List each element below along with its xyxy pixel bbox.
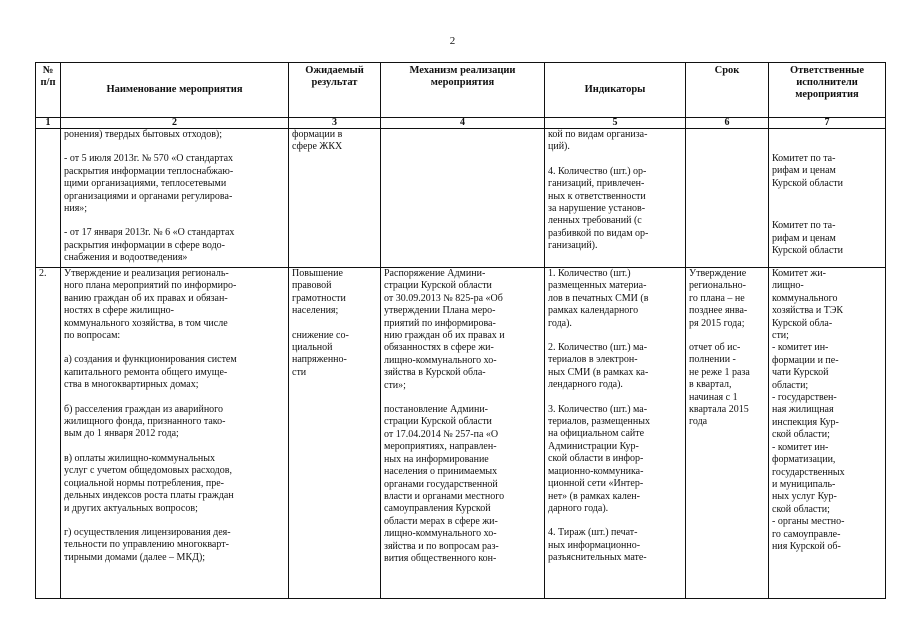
column-number-row	[36, 118, 886, 129]
mechanism-text: Распоряжение Админи- страции Курской области от 30.09.2013 № 825-ра «Об утверждении Плана меро- приятий по информирова- нию граждан об их правах и обязанностях в сфере жи- лищно-коммунального хо- зяйства в Курской обла- сти»;	[384, 268, 505, 391]
deadline-text: Утверждение регионально- го плана – не позднее янва- ря 2015 года;	[689, 268, 748, 329]
measure-name-cell	[61, 129, 289, 268]
measure-name-cell	[61, 268, 289, 599]
mechanism-text: постановление Админи- страции Курской области от 17.04.2014 № 257-па «О мероприятиях, направлен- ных на информирование населения о принимаемых органами государственной власти и органами местного самоуправления Курской области мерах в сфере жи- лищно-коммунального хо- зяйства и по вопросам раз- вития общественного кон-	[384, 404, 505, 564]
measure-text: г) осуществления лицензирования дея- тельности по управлению многокварт- тирными домами (далее – МКД);	[64, 526, 231, 563]
mechanism-cell	[381, 129, 545, 268]
indicator-text: 2. Количество (шт.) ма- териалов в электрон- ных СМИ (в рамках ка- лендарного года).	[548, 342, 649, 391]
table-row	[36, 129, 886, 268]
header-deadline: Срок	[686, 63, 769, 118]
column-number: 6	[686, 118, 769, 129]
column-number: 1	[36, 118, 61, 129]
row-number: 2.	[36, 268, 61, 599]
mechanism-cell	[381, 268, 545, 599]
column-number: 4	[381, 118, 545, 129]
measure-text: - от 17 января 2013г. № 6 «О стандартах раскрытия информации в сфере водо- снабжения и водоотведения»	[64, 227, 235, 264]
column-number: 7	[769, 118, 886, 129]
indicator-text: кой по видам организа- ций).	[548, 129, 648, 153]
measure-text: Утверждение и реализация региональ- ного плана мероприятий по информиро- ванию граждан об их правах и обязан- ностях в сфере жилищно- коммунального хозяйства, в том числе по вопросам:	[64, 268, 237, 342]
indicators-cell	[545, 268, 686, 599]
responsible-cell	[769, 129, 886, 268]
deadline-text: отчет об ис- полнении - не реже 1 раза в квартал, начиная с 1 квартала 2015 года	[689, 342, 750, 428]
indicator-text: 3. Количество (шт.) ма- териалов, размещенных на официальном сайте Администрации Кур- ской области в инфор- мационно-коммуника- ционной сети «Интер- нет» (в рамках кален- дарного года).	[548, 403, 650, 514]
responsible-text: Комитет по та- рифам и ценам Курской области	[772, 220, 843, 257]
header-expected-result: Ожидаемый результат	[289, 63, 381, 118]
page-number: 2	[449, 35, 456, 47]
header-number: № п/п	[36, 63, 61, 118]
indicators-cell	[545, 129, 686, 268]
result-text: снижение со- циальной напряженно- сти	[292, 329, 349, 378]
measure-text: ронения) твердых бытовых отходов);	[64, 129, 223, 140]
measure-text: - от 5 июля 2013г. № 570 «О стандартах раскрытия информации теплоснабжаю- щими организациями, теплосетевыми организациями и органами регулирова- ния»;	[64, 153, 234, 215]
indicator-text: 4. Тираж (шт.) печат- ных информационно- разъяснительных мате-	[548, 527, 647, 564]
expected-result-cell: формации в сфере ЖКХ	[289, 129, 381, 268]
result-text: Повышение правовой грамотности населения;	[292, 268, 346, 317]
expected-result-cell	[289, 268, 381, 599]
measures-table	[35, 62, 886, 599]
responsible-text: Комитет жи- лищно- коммунального хозяйства и ТЭК Курской обла- сти; - комитет ин- формации и пе- чати Курской области; - государствен- ная жилищная инспекция Кур- ской области; - комитет ин- форматизации, государственных и муниципаль- ных услуг Кур- ской области; - органы местно- го самоуправле- ния Курской об-	[772, 268, 845, 552]
column-number: 5	[545, 118, 686, 129]
row-number	[36, 129, 61, 268]
column-number: 2	[61, 118, 289, 129]
responsible-cell	[769, 268, 886, 599]
measure-text: б) расселения граждан из аварийного жилищного фонда, признанного тако- вым до 1 января 2012 года;	[64, 403, 226, 440]
measure-text: в) оплаты жилищно-коммунальных услуг с учетом общедомовых расходов, социальной нормы потребления, пре- дельных индексов роста платы граждан и других актуальных вопросов;	[64, 452, 234, 514]
column-number: 3	[289, 118, 381, 129]
header-responsible: Ответственные исполнители мероприятия	[769, 63, 886, 118]
header-measure-name: Наименование мероприятия	[61, 63, 289, 118]
table-header-row	[36, 63, 886, 118]
deadline-cell	[686, 129, 769, 268]
deadline-cell	[686, 268, 769, 599]
indicator-text: 1. Количество (шт.) размещенных материа- лов в печатных СМИ (в рамках календарного года).	[548, 268, 649, 329]
header-indicators: Индикаторы	[545, 63, 686, 118]
indicator-text: 4. Количество (шт.) ор- ганизаций, привлечен- ных к ответственности за нарушение установ- ленных требований (с разбивкой по видам ор- ганизаций).	[548, 165, 649, 252]
measure-text: а) создания и функционирования систем капитального ремонта общего имуще- ства в многоквартирных домах;	[64, 354, 237, 391]
header-mechanism: Механизм реализации мероприятия	[381, 63, 545, 118]
table-row	[36, 268, 886, 599]
responsible-text: Комитет по та- рифам и ценам Курской области	[772, 153, 843, 189]
